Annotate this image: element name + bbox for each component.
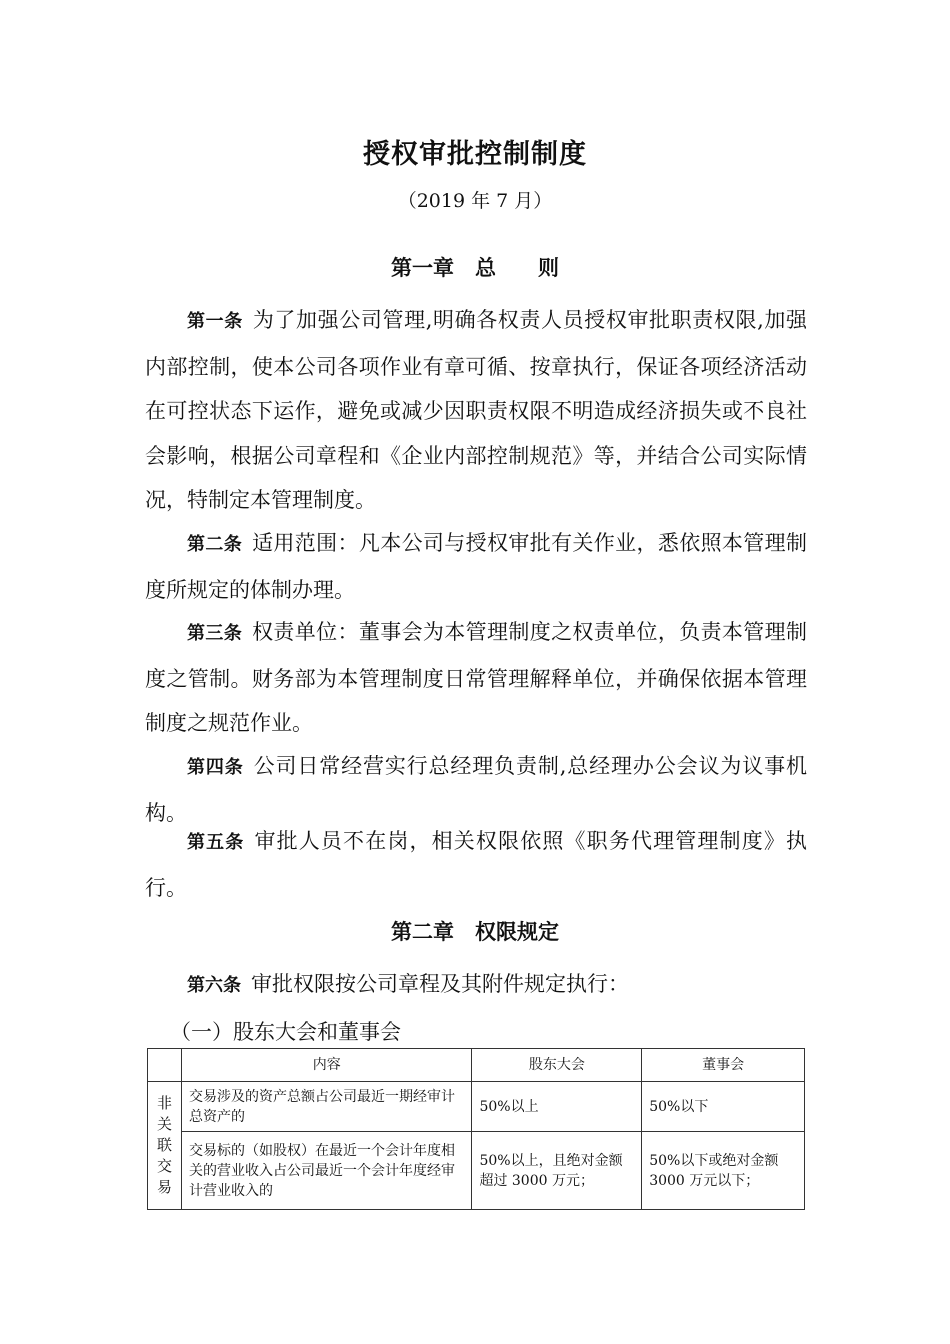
article-5-text: 审批人员不在岗，相关权限依照《职务代理管理制度》执行。 <box>145 829 808 900</box>
table-header-board: 董事会 <box>642 1049 805 1082</box>
article-2-label: 第二条 <box>187 534 243 555</box>
article-1 <box>145 298 807 523</box>
article-3-label: 第三条 <box>187 623 243 644</box>
table-cell-content: 交易标的（如股权）在最近一个会计年度相关的营业收入占公司最近一个会计年度经审计营业收入的 <box>181 1132 471 1210</box>
table-cell-board: 50%以下或绝对金额 3000 万元以下； <box>642 1132 805 1210</box>
table-row <box>148 1132 805 1210</box>
table-cell-shareholders: 50%以上 <box>472 1082 642 1132</box>
subsection-heading: （一）股东大会和董事会 <box>170 1020 401 1044</box>
article-4-label: 第四条 <box>187 757 244 778</box>
approval-authority-table <box>147 1048 805 1210</box>
article-3-text: 权责单位：董事会为本管理制度之权责单位，负责本管理制度之管制。财务部为本管理制度日常管理解释单位，并确保依据本管理制度之规范作业。 <box>145 620 808 735</box>
chapter-2-heading: 第二章 权限规定 <box>391 920 559 944</box>
article-2-text: 适用范围：凡本公司与授权审批有关作业，悉依照本管理制度所规定的体制办理。 <box>145 531 808 602</box>
article-3 <box>145 610 807 746</box>
chapter-1-heading: 第一章 总 则 <box>391 256 559 280</box>
document-date: （2019 年 7 月） <box>397 190 553 212</box>
article-5-label: 第五条 <box>187 832 245 853</box>
table-cell-board: 50%以下 <box>642 1082 805 1132</box>
article-6-label: 第六条 <box>187 975 241 996</box>
table-cell-shareholders: 50%以上，且绝对金额超过 3000 万元； <box>472 1132 642 1210</box>
article-5 <box>145 819 807 910</box>
table-group-label: 非关联交易 <box>156 1094 172 1196</box>
document-title: 授权审批控制制度 <box>363 139 587 170</box>
table-row <box>148 1082 805 1132</box>
article-4-text: 公司日常经营实行总经理负责制,总经理办公会议为议事机构。 <box>145 754 807 825</box>
article-6-text: 审批权限按公司章程及其附件规定执行： <box>251 972 629 996</box>
table-header-content: 内容 <box>181 1049 471 1082</box>
table-header-row <box>148 1049 805 1082</box>
article-6 <box>145 962 807 1009</box>
article-1-text: 为了加强公司管理,明确各权责人员授权审批职责权限,加强内部控制，使本公司各项作业有章可循、按章执行，保证各项经济活动在可控状态下运作，避免或减少因职责权限不明造成经济损失或不良社会影响，根据公司章程和《企业内部控制规范》等，并结合公司实际情况，特制定本管理制度。 <box>145 308 807 512</box>
table-group-label-cell <box>148 1082 182 1210</box>
table-header-shareholders: 股东大会 <box>472 1049 642 1082</box>
article-2 <box>145 521 807 612</box>
table-cell-content: 交易涉及的资产总额占公司最近一期经审计总资产的 <box>181 1082 471 1132</box>
article-1-label: 第一条 <box>187 311 243 332</box>
table-header-blank <box>148 1049 182 1082</box>
